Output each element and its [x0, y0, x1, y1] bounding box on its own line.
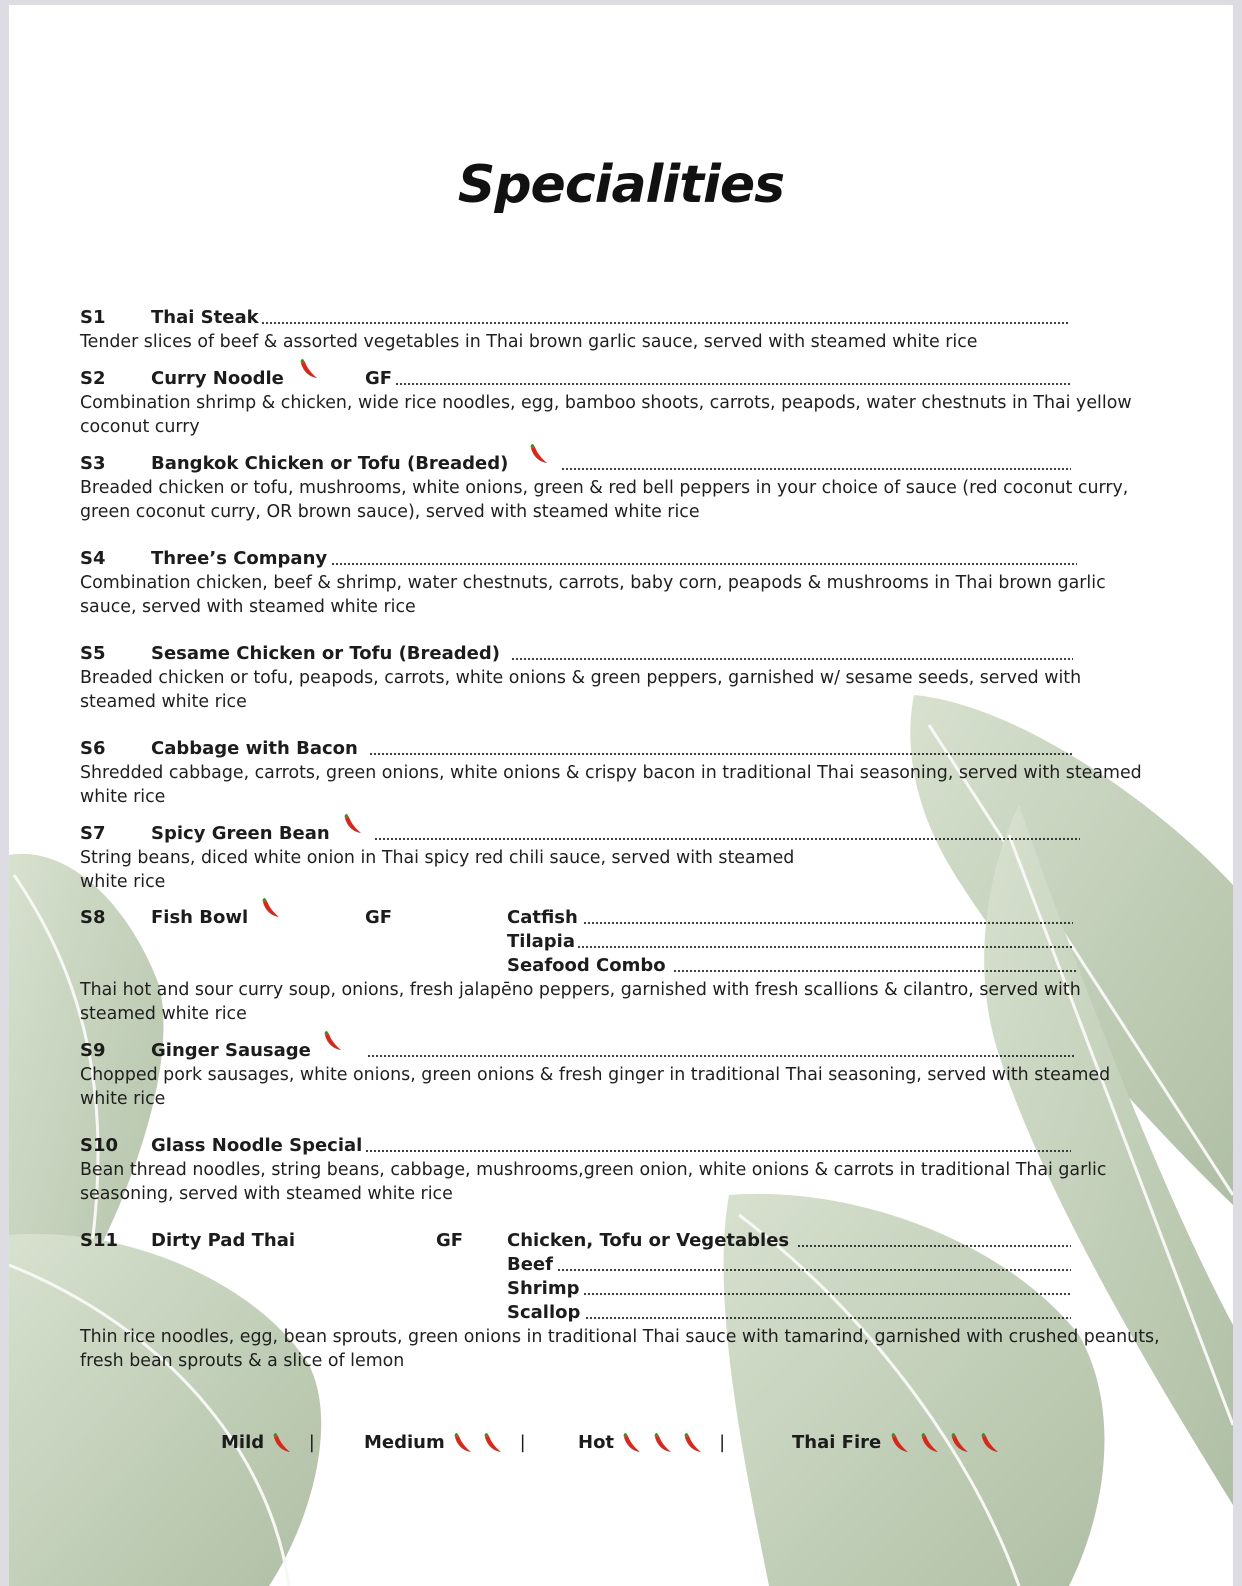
leader-dots [585, 1316, 1071, 1320]
legend-label: Mild [221, 1432, 265, 1453]
item-description: Thai hot and sour curry soup, onions, fresh jalapēno peppers, garnished with fresh scallions & cilantro, served with steamed white rice [80, 980, 1081, 1024]
option-catfish: Catfish [507, 907, 578, 928]
chili-pepper-icon [341, 812, 365, 836]
leader-dots [395, 382, 1071, 386]
chili-pepper-icon [270, 1431, 294, 1455]
leader-dots [673, 969, 1077, 973]
chili-pepper-icon [918, 1431, 942, 1455]
leader-dots [367, 1054, 1075, 1058]
item-code: S9 [80, 1040, 106, 1061]
legend-medium [364, 1428, 526, 1458]
chili-pepper-icon [978, 1431, 1002, 1455]
leader-dots [577, 945, 1073, 949]
leader-dots [583, 921, 1073, 925]
item-name: Spicy Green Bean [151, 823, 330, 844]
item-code: S3 [80, 453, 106, 474]
item-code: S7 [80, 823, 106, 844]
leader-dots [261, 321, 1069, 325]
leader-dots [583, 1292, 1071, 1296]
item-code: S5 [80, 643, 106, 664]
gluten-free-badge: GF [436, 1230, 464, 1251]
item-code: S11 [80, 1230, 119, 1251]
option-shrimp: Shrimp [507, 1278, 580, 1299]
leader-dots [365, 1149, 1071, 1153]
leader-dots [797, 1244, 1071, 1248]
gluten-free-badge: GF [365, 368, 393, 389]
leader-dots [557, 1268, 1071, 1272]
option-chicken-tofu-vegetables: Chicken, Tofu or Vegetables [507, 1230, 790, 1251]
item-code: S8 [80, 907, 106, 928]
chili-pepper-icon [620, 1431, 644, 1455]
option-beef: Beef [507, 1254, 553, 1275]
chili-pepper-icon [527, 442, 551, 466]
item-description: Breaded chicken or tofu, peapods, carrots, white onions & green peppers, garnished w/ sesame seeds, served with steamed white rice [80, 668, 1082, 712]
legend-thai-fire [792, 1428, 1002, 1458]
item-code: S2 [80, 368, 106, 389]
item-description: Thin rice noodles, egg, bean sprouts, green onions in traditional Thai sauce with tamarind, garnished with crushed peanuts, fresh bean sprouts & a slice of lemon [80, 1327, 1160, 1371]
option-scallop: Scallop [507, 1302, 581, 1323]
item-name: Sesame Chicken or Tofu (Breaded) [151, 643, 500, 664]
option-tilapia: Tilapia [507, 931, 575, 952]
leader-dots [374, 837, 1080, 841]
item-description: Combination chicken, beef & shrimp, water chestnuts, carrots, baby corn, peapods & mushrooms in Thai brown garlic sauce, served with steamed white rice [80, 573, 1106, 617]
item-code: S6 [80, 738, 106, 759]
item-description: Tender slices of beef & assorted vegetables in Thai brown garlic sauce, served with steamed white rice [80, 332, 978, 352]
item-code: S4 [80, 548, 106, 569]
item-code: S10 [80, 1135, 119, 1156]
legend-label: Medium [364, 1432, 445, 1453]
legend-separator: | [719, 1432, 726, 1453]
item-name: Thai Steak [151, 307, 259, 328]
leader-dots [369, 752, 1073, 756]
item-description: Combination shrimp & chicken, wide rice noodles, egg, bamboo shoots, carrots, peapods, water chestnuts in Thai yellow coconut curry [80, 393, 1132, 437]
chili-pepper-icon [888, 1431, 912, 1455]
chili-pepper-icon [681, 1431, 705, 1455]
chili-pepper-icon [451, 1431, 475, 1455]
item-name: Cabbage with Bacon [151, 738, 358, 759]
gluten-free-badge: GF [365, 907, 393, 928]
leader-dots [331, 562, 1077, 566]
item-description-line2: white rice [80, 872, 166, 892]
item-name: Bangkok Chicken or Tofu (Breaded) [151, 453, 509, 474]
leader-dots [511, 657, 1073, 661]
chili-pepper-icon [321, 1029, 345, 1053]
item-description-line1: String beans, diced white onion in Thai spicy red chili sauce, served with steamed [80, 848, 795, 868]
legend-separator: | [308, 1432, 315, 1453]
item-name: Three’s Company [151, 548, 328, 569]
chili-pepper-icon [948, 1431, 972, 1455]
item-name: Ginger Sausage [151, 1040, 311, 1061]
page-title: Specialities [457, 155, 785, 215]
item-name: Dirty Pad Thai [151, 1230, 296, 1251]
legend-label: Thai Fire [792, 1432, 882, 1453]
leader-dots [561, 467, 1071, 471]
item-name: Fish Bowl [151, 907, 249, 928]
item-description: Shredded cabbage, carrots, green onions, white onions & crispy bacon in traditional Thai seasoning, served with steamed white rice [80, 763, 1142, 807]
item-name: Glass Noodle Special [151, 1135, 363, 1156]
legend-hot [578, 1428, 725, 1458]
item-code: S1 [80, 307, 106, 328]
menu-page [9, 5, 1233, 1586]
item-description: Chopped pork sausages, white onions, green onions & fresh ginger in traditional Thai seasoning, served with steamed white rice [80, 1065, 1111, 1109]
legend-mild [221, 1428, 315, 1458]
item-name: Curry Noodle [151, 368, 284, 389]
chili-pepper-icon [259, 896, 283, 920]
chili-pepper-icon [481, 1431, 505, 1455]
chili-pepper-icon [297, 357, 321, 381]
chili-pepper-icon [651, 1431, 675, 1455]
legend-label: Hot [578, 1432, 615, 1453]
item-description: Bean thread noodles, string beans, cabbage, mushrooms,green onion, white onions & carrots in traditional Thai garlic seasoning, served with steamed white rice [80, 1160, 1107, 1204]
legend-separator: | [519, 1432, 526, 1453]
option-seafood-combo: Seafood Combo [507, 955, 666, 976]
item-description: Breaded chicken or tofu, mushrooms, white onions, green & red bell peppers in your choice of sauce (red coconut curry, green coconut curry, OR brown sauce), served with steamed white rice [80, 478, 1129, 522]
